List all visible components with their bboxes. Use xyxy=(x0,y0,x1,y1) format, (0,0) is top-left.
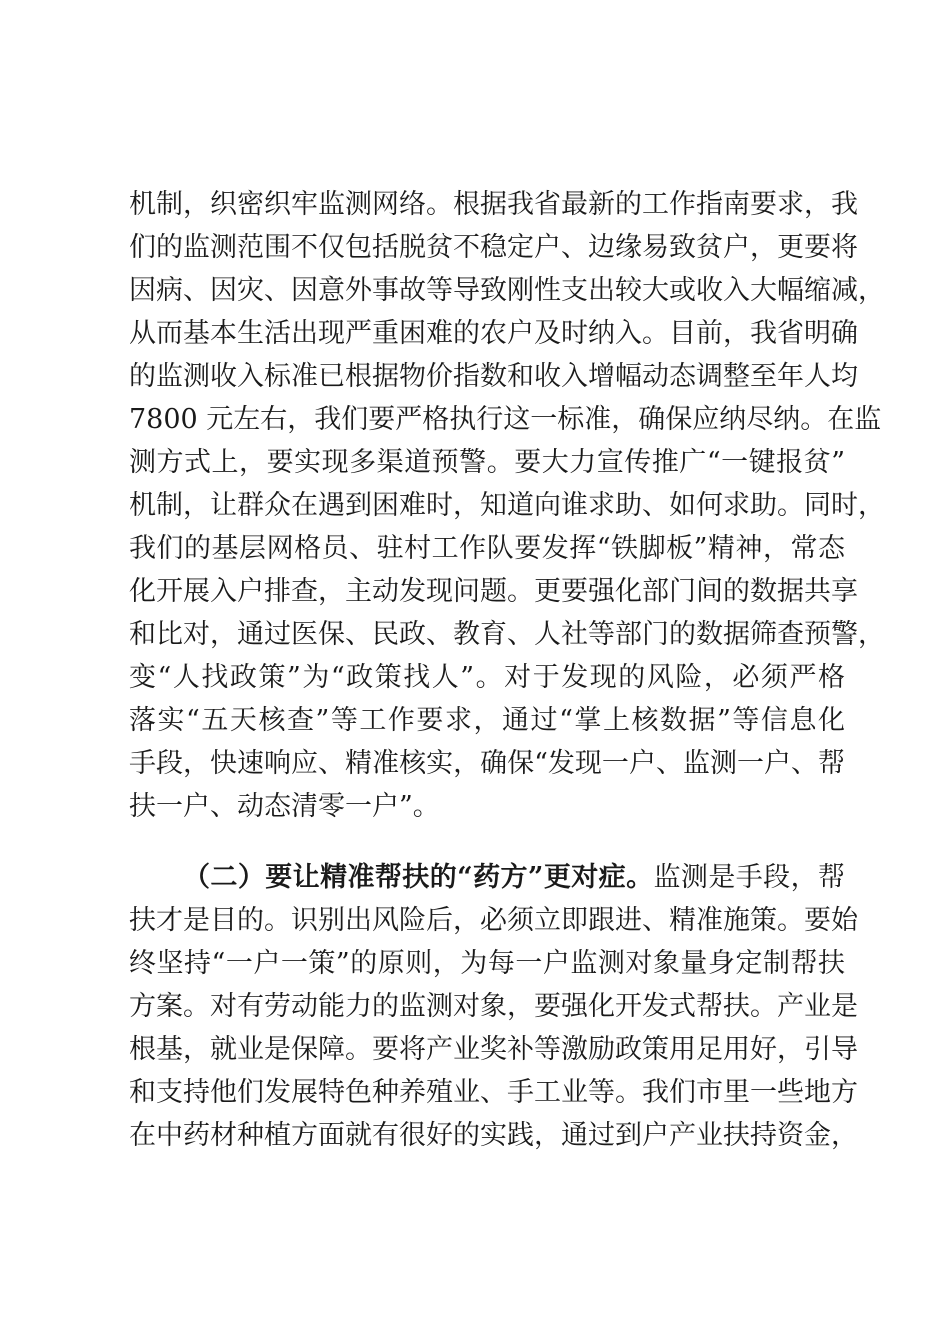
text-line: 扶一户、动态清零一户”。 xyxy=(129,791,440,822)
text-line: 在中药材种植方面就有很好的实践，通过到户产业扶持资金， xyxy=(129,1120,858,1151)
text-line: 们的监测范围不仅包括脱贫不稳定户、边缘易致贫户，更要将 xyxy=(129,232,858,263)
text-line: 和支持他们发展特色种养殖业、手工业等。我们市里一些地方 xyxy=(129,1077,858,1108)
text-line: 终坚持“一户一策”的原则，为每一户监测对象量身定制帮扶 xyxy=(129,948,845,979)
text-line: 扶才是目的。识别出风险后，必须立即跟进、精准施策。要始 xyxy=(129,905,858,936)
text-line: 机制，织密织牢监测网络。根据我省最新的工作指南要求，我 xyxy=(129,189,858,220)
text-line: 方案。对有劳动能力的监测对象，要强化开发式帮扶。产业是 xyxy=(129,991,858,1022)
text-line: 根基，就业是保障。要将产业奖补等激励政策用足用好，引导 xyxy=(129,1034,858,1065)
heading-followup-text: 监测是手段，帮 xyxy=(653,862,845,893)
text-line: 手段，快速响应、精准核实，确保“发现一户、监测一户、帮 xyxy=(129,748,845,779)
text-line: 落实“五天核查”等工作要求，通过“掌上核数据”等信息化 xyxy=(129,705,845,736)
text-line: 因病、因灾、因意外事故等导致刚性支出较大或收入大幅缩减， xyxy=(129,275,885,306)
text-line: 的监测收入标准已根据物价指数和收入增幅动态调整至年人均 xyxy=(129,361,858,392)
text-line: 我们的基层网格员、驻村工作队要发挥“铁脚板”精神，常态 xyxy=(129,533,845,564)
text-line: 7800 元左右，我们要严格执行这一标准，确保应纳尽纳。在监 xyxy=(129,404,882,435)
text-line: 和比对，通过医保、民政、教育、人社等部门的数据筛查预警， xyxy=(129,619,885,650)
text-line: 从而基本生活出现严重困难的农户及时纳入。目前，我省明确 xyxy=(129,318,858,349)
text-line: 变“人找政策”为“政策找人”。对于发现的风险，必须严格 xyxy=(129,662,845,693)
section-heading: （二）要让精准帮扶的“药方”更对症。 xyxy=(183,862,654,893)
text-line: 化开展入户排查，主动发现问题。更要强化部门间的数据共享 xyxy=(129,576,858,607)
text-line: 机制，让群众在遇到困难时，知道向谁求助、如何求助。同时， xyxy=(129,490,885,521)
text-line: 测方式上，要实现多渠道预警。要大力宣传推广“一键报贫” xyxy=(129,447,845,478)
text-line-first xyxy=(183,860,845,896)
